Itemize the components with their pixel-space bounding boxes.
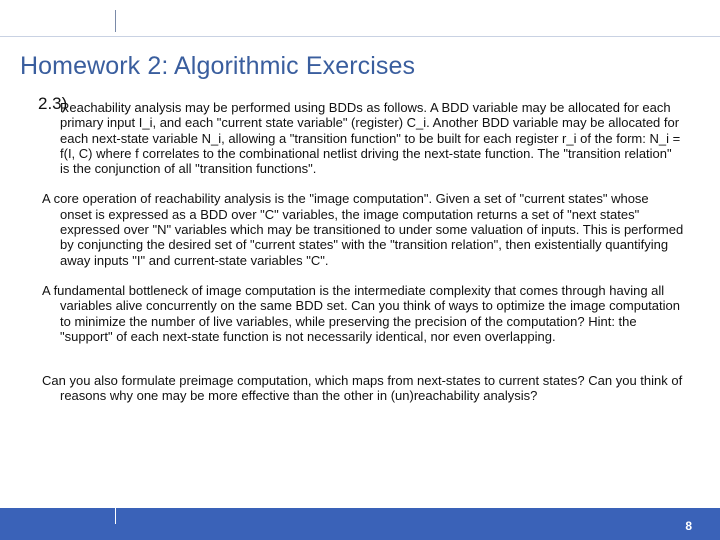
item-number: 2.3)	[38, 94, 68, 113]
slide-body	[38, 94, 684, 404]
paragraph-reachability	[38, 94, 684, 177]
footer-bar	[0, 508, 720, 540]
page-number: 8	[685, 519, 692, 533]
header-divider-tick	[115, 10, 116, 32]
header-rule	[0, 36, 720, 37]
paragraph-image-computation: A core operation of reachability analysis is the "image computation". Given a set of "current states" whose onset is expressed as a BDD over "C" variables, the image computation returns a set of "next states" expressed over "N" variables which may be transitioned to under some valuation of inputs. This is performed by conjuncting the desired set of "current states" with the "transition relation", then existentially quantifying away inputs "I" and current-state variables "C".	[42, 191, 684, 268]
paragraph-bottleneck: A fundamental bottleneck of image computation is the intermediate complexity that comes through having all variables alive concurrently on the same BDD set. Can you think of ways to optimize the image computation to minimize the number of live variables, while preserving the precision of the computation? Hint: the "support" of each next-state function is not necessarily identical, nor even overlapping.	[42, 282, 680, 344]
paragraph-preimage: Can you also formulate preimage computation, which maps from next-states to current states? Can you think of reasons why one may be more effective than the other in (un)reachability analysis?	[42, 373, 683, 404]
paragraph-text: Reachability analysis may be performed using BDDs as follows. A BDD variable may be allocated for each primary input I_i, and each "current state variable" (register) C_i. Another BDD variable may be allocated for each next-state variable N_i, allowing a "transition function" to be built for each register r_i of the form: N_i = f(I, C) where f correlates to the combinational netlist driving the next-state function. The "transition relation" is the conjunction of all "transition functions".	[60, 100, 681, 177]
footer-divider-tick	[115, 508, 116, 524]
slide-title: Homework 2: Algorithmic Exercises	[20, 52, 416, 80]
